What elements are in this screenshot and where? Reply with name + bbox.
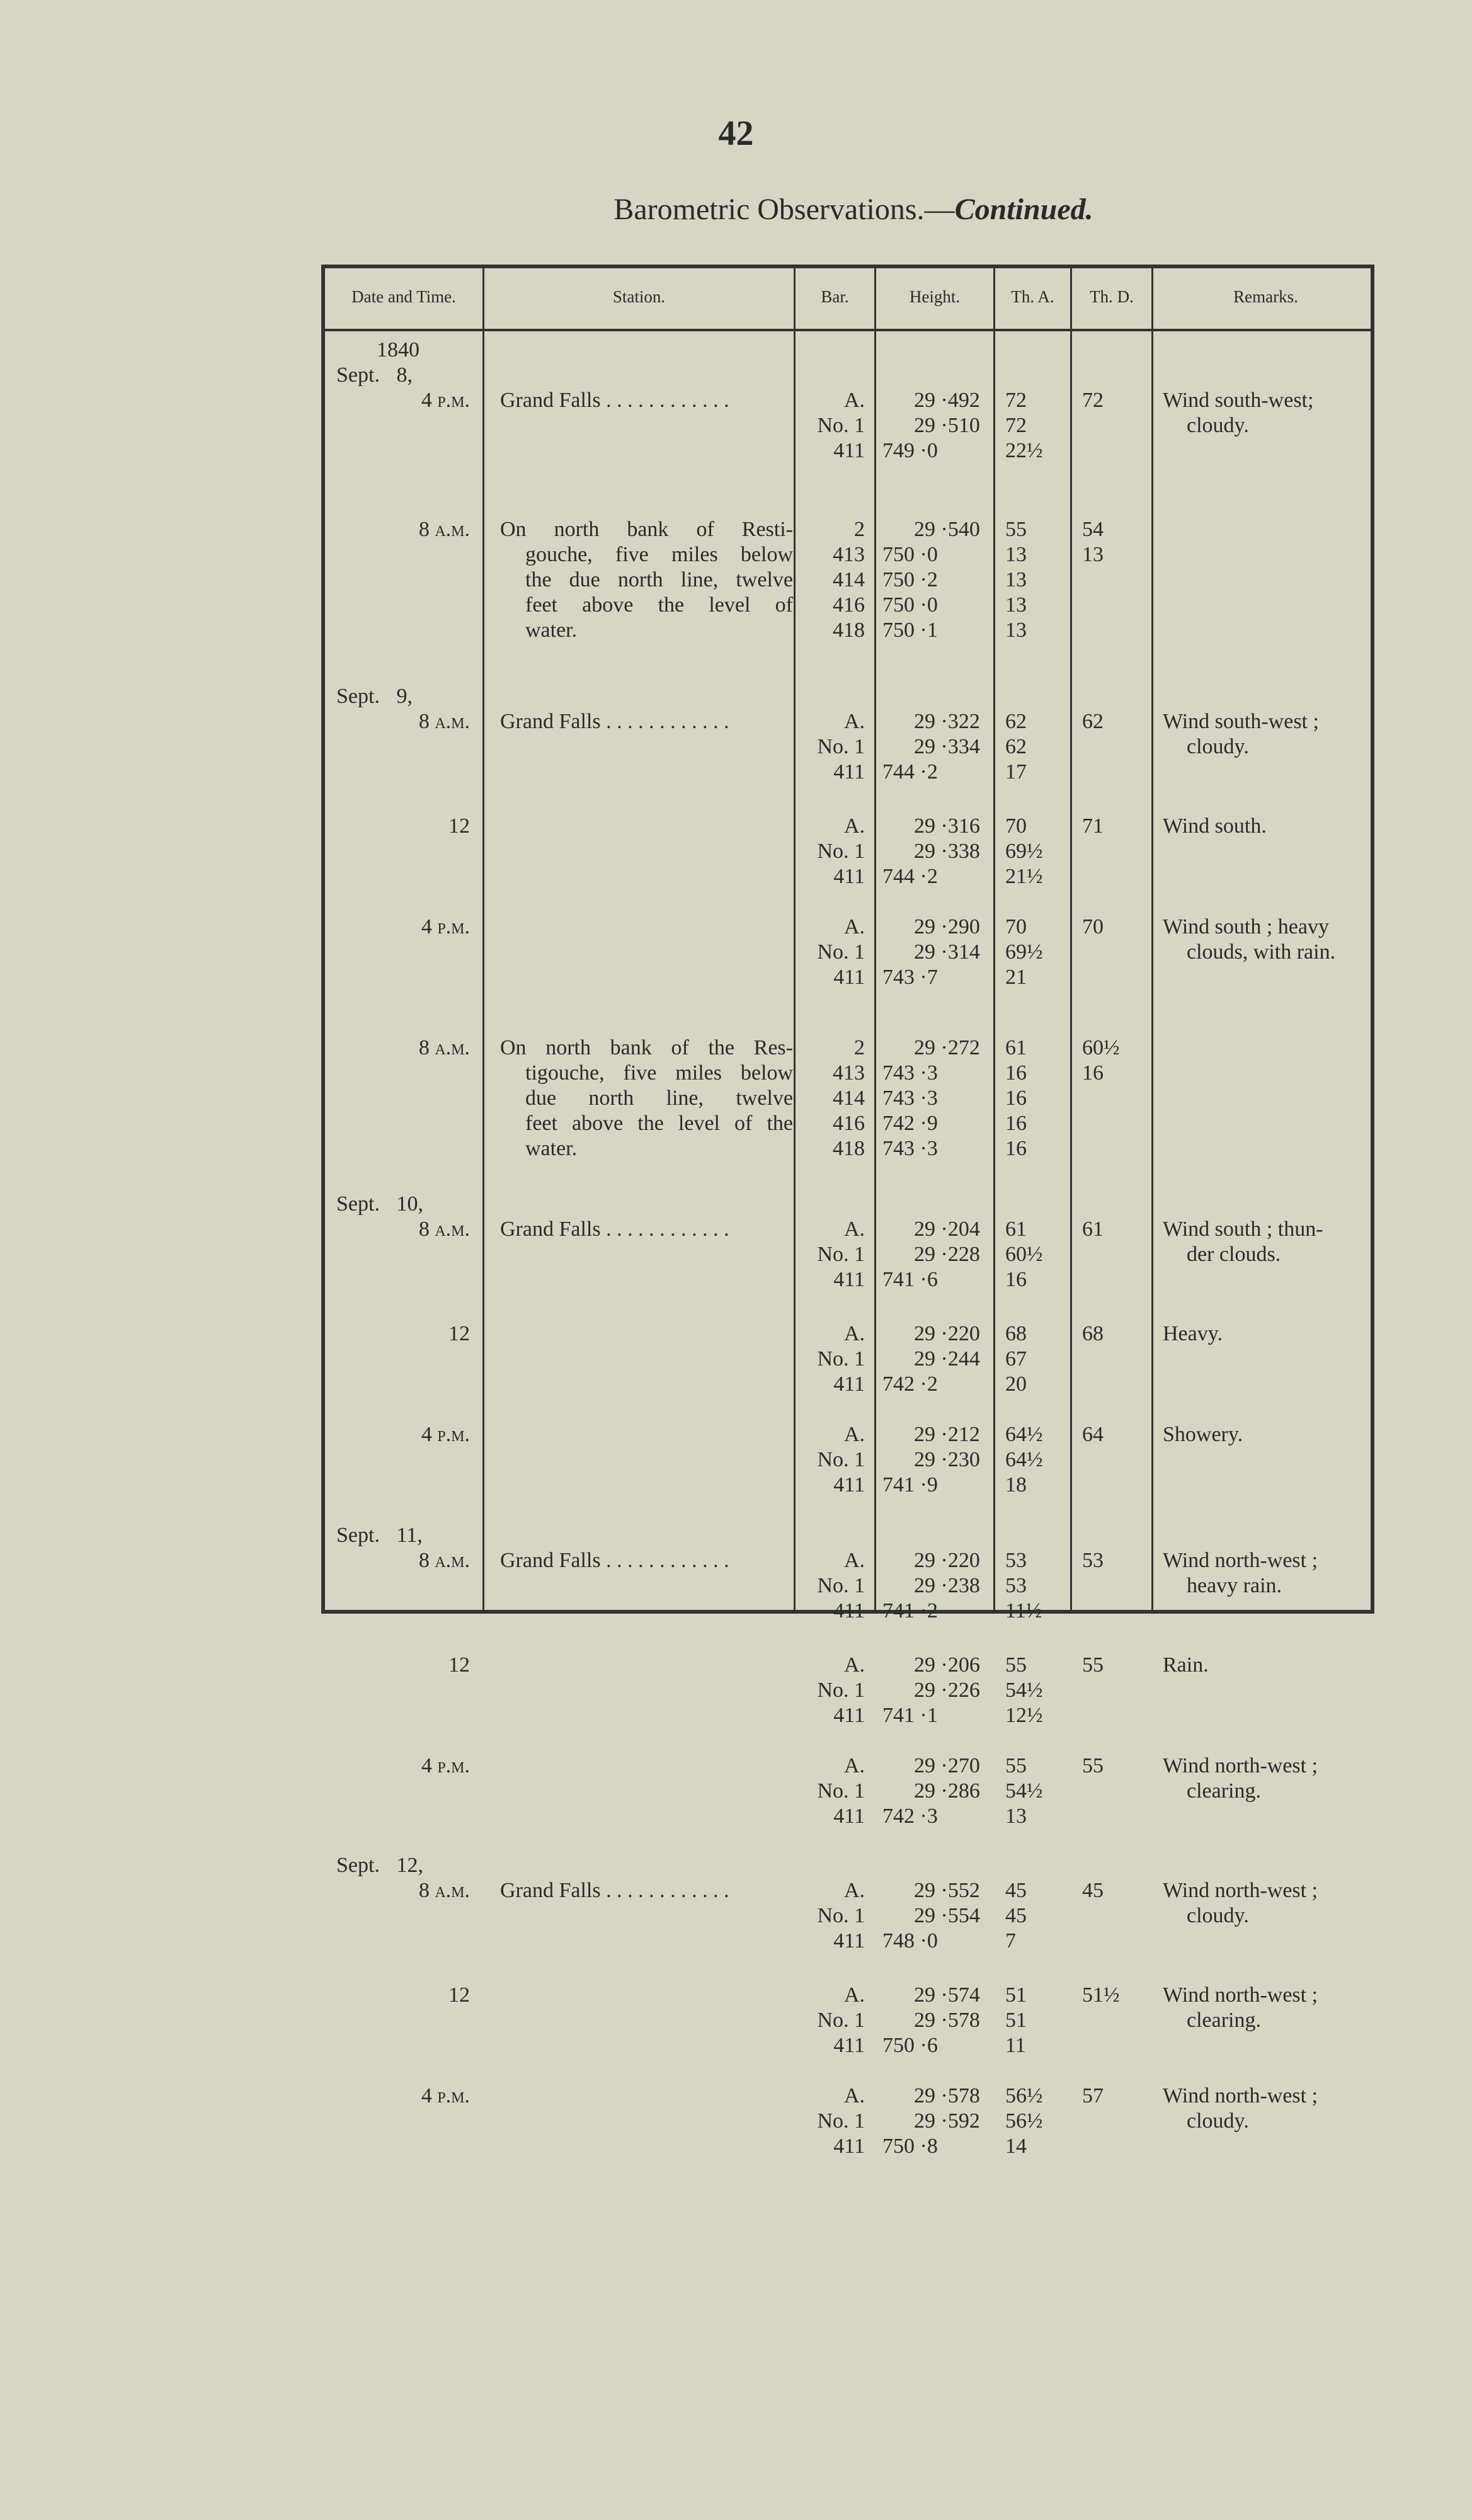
time-label: 8 a.m. — [418, 1036, 470, 1059]
height-value: 748 ·0 — [882, 1929, 938, 1953]
height-value: 29 ·204 — [914, 1217, 980, 1241]
bar-value: 413 — [833, 1061, 865, 1085]
th-d-value: 13 — [1082, 543, 1104, 566]
th-a-value: 45 — [1005, 1904, 1027, 1927]
th-d-value: 70 — [1082, 915, 1104, 938]
height-value: 749 ·0 — [882, 439, 938, 462]
th-d-value: 45 — [1082, 1879, 1104, 1902]
th-a-value: 7 — [1005, 1929, 1016, 1953]
height-value: 741 ·6 — [882, 1268, 938, 1291]
th-a-value: 16 — [1005, 1061, 1027, 1085]
remarks-text: Wind south. — [1163, 814, 1267, 838]
bar-value: A. — [843, 1983, 865, 2007]
height-value: 29 ·552 — [914, 1879, 980, 1902]
th-a-value: 69½ — [1005, 940, 1043, 964]
station-grand-falls: Grand Falls . . . . . . . . . . . . — [500, 1549, 729, 1572]
th-a-value: 53 — [1005, 1549, 1027, 1572]
bar-value: 411 — [833, 1268, 865, 1291]
remarks-text: Wind south-west; — [1163, 389, 1314, 412]
bar-value: A. — [843, 1217, 865, 1241]
th-a-value: 16 — [1005, 1112, 1027, 1135]
th-d-value: 53 — [1082, 1549, 1104, 1572]
th-a-value: 54½ — [1005, 1679, 1043, 1702]
th-a-value: 72 — [1005, 389, 1027, 412]
height-value: 744 ·2 — [882, 865, 938, 888]
station-grand-falls: Grand Falls . . . . . . . . . . . . — [500, 1217, 729, 1241]
remarks-text: Wind north-west ; — [1163, 2084, 1318, 2107]
height-value: 29 ·206 — [914, 1653, 980, 1677]
th-a-value: 51 — [1005, 1983, 1027, 2007]
date-label: Sept. 12, — [336, 1854, 423, 1877]
th-d-value: 61 — [1082, 1217, 1104, 1241]
remarks-text: der clouds. — [1187, 1243, 1281, 1266]
th-d-value: 57 — [1082, 2084, 1104, 2107]
th-a-value: 13 — [1005, 593, 1027, 617]
bar-value: 411 — [833, 1473, 865, 1497]
date-label: Sept. 8, — [336, 363, 413, 387]
bar-value: A. — [843, 1879, 865, 1902]
bar-value: A. — [843, 1754, 865, 1777]
bar-value: 413 — [833, 543, 865, 566]
remarks-text: Wind north-west ; — [1163, 1754, 1318, 1777]
bar-value: No. 1 — [817, 414, 865, 437]
height-value: 29 ·578 — [914, 2009, 980, 2032]
bar-value: A. — [843, 1549, 865, 1572]
header-station: Station. — [612, 287, 666, 306]
height-value: 29 ·578 — [914, 2084, 980, 2107]
time-label: 12 — [448, 1322, 470, 1345]
th-a-value: 11½ — [1005, 1599, 1042, 1622]
height-value: 29 ·290 — [914, 915, 980, 938]
bar-value: No. 1 — [817, 2009, 865, 2032]
time-label: 8 a.m. — [418, 1549, 470, 1572]
page-number: 42 — [718, 114, 754, 153]
th-a-value: 16 — [1005, 1086, 1027, 1110]
th-a-value: 13 — [1005, 1804, 1027, 1828]
bar-value: A. — [843, 710, 865, 733]
th-a-value: 64½ — [1005, 1448, 1043, 1471]
column-divider — [874, 268, 876, 1610]
height-value: 29 ·510 — [914, 414, 980, 437]
bar-value: A. — [843, 1653, 865, 1677]
th-a-value: 62 — [1005, 710, 1027, 733]
time-label: 4 p.m. — [421, 1423, 470, 1446]
th-a-value: 69½ — [1005, 840, 1043, 863]
remarks-text: Wind south-west ; — [1163, 710, 1319, 733]
column-divider — [482, 268, 484, 1610]
height-value: 29 ·226 — [914, 1679, 980, 1702]
height-value: 29 ·212 — [914, 1423, 980, 1446]
height-value: 29 ·220 — [914, 1549, 980, 1572]
height-value: 744 ·2 — [882, 760, 938, 784]
height-value: 29 ·270 — [914, 1754, 980, 1777]
th-d-value: 68 — [1082, 1322, 1104, 1345]
station-grand-falls: Grand Falls . . . . . . . . . . . . — [500, 710, 729, 733]
th-a-value: 64½ — [1005, 1423, 1043, 1446]
height-value: 750 ·2 — [882, 568, 938, 591]
th-a-value: 22½ — [1005, 439, 1043, 462]
time-label: 12 — [448, 1653, 470, 1677]
height-value: 750 ·0 — [882, 593, 938, 617]
th-a-value: 17 — [1005, 760, 1027, 784]
height-value: 742 ·2 — [882, 1372, 938, 1396]
height-value: 750 ·0 — [882, 543, 938, 566]
bar-value: A. — [843, 389, 865, 412]
title-continued: Continued. — [954, 193, 1093, 226]
height-value: 742 ·3 — [882, 1804, 938, 1828]
bar-value: No. 1 — [817, 735, 865, 758]
th-d-value: 62 — [1082, 710, 1104, 733]
date-label: Sept. 9, — [336, 685, 413, 708]
th-a-value: 45 — [1005, 1879, 1027, 1902]
header-remarks: Remarks. — [1233, 287, 1298, 306]
th-a-value: 16 — [1005, 1268, 1027, 1291]
th-a-value: 16 — [1005, 1137, 1027, 1160]
time-label: 8 a.m. — [418, 1879, 470, 1902]
column-divider — [993, 268, 995, 1610]
remarks-text: Wind south ; heavy — [1163, 915, 1329, 938]
header-height: Height. — [909, 287, 961, 306]
height-value: 29 ·314 — [914, 940, 980, 964]
height-value: 29 ·286 — [914, 1779, 980, 1803]
remarks-text: Rain. — [1163, 1653, 1209, 1677]
time-label: 4 p.m. — [421, 389, 470, 412]
observations-table — [321, 265, 1374, 2158]
bar-value: 411 — [833, 966, 865, 989]
time-label: 4 p.m. — [421, 2084, 470, 2107]
height-value: 29 ·592 — [914, 2109, 980, 2133]
date-label: Sept. 10, — [336, 1192, 423, 1216]
th-a-value: 13 — [1005, 619, 1027, 642]
remarks-text: clearing. — [1187, 1779, 1261, 1803]
remarks-text: clearing. — [1187, 2009, 1261, 2032]
remarks-text: cloudy. — [1187, 2109, 1249, 2133]
bar-value: 411 — [833, 760, 865, 784]
th-d-value: 55 — [1082, 1653, 1104, 1677]
bar-value: No. 1 — [817, 1574, 865, 1597]
time-label: 12 — [448, 1983, 470, 2007]
bar-value: No. 1 — [817, 840, 865, 863]
bar-value: No. 1 — [817, 2109, 865, 2133]
th-a-value: 68 — [1005, 1322, 1027, 1345]
remarks-text: cloudy. — [1187, 735, 1249, 758]
bar-value: 411 — [833, 439, 865, 462]
height-value: 29 ·244 — [914, 1347, 980, 1371]
bar-value: A. — [843, 814, 865, 838]
th-a-value: 70 — [1005, 814, 1027, 838]
height-value: 29 ·554 — [914, 1904, 980, 1927]
th-a-value: 56½ — [1005, 2109, 1043, 2133]
height-value: 29 ·272 — [914, 1036, 980, 1059]
bar-value: 411 — [833, 1372, 865, 1396]
remarks-text: Wind north-west ; — [1163, 1983, 1318, 2007]
time-label: 8 a.m. — [418, 518, 470, 541]
th-d-value: 60½ — [1082, 1036, 1120, 1059]
bar-value: No. 1 — [817, 1243, 865, 1266]
column-divider — [1151, 268, 1153, 1610]
remarks-text: heavy rain. — [1187, 1574, 1282, 1597]
height-value: 29 ·540 — [914, 518, 980, 541]
bar-value: 414 — [833, 1086, 865, 1110]
bar-value: 2 — [854, 518, 865, 541]
station-grand-falls: Grand Falls . . . . . . . . . . . . — [500, 1879, 729, 1902]
height-value: 750 ·8 — [882, 2135, 938, 2158]
bar-value: 411 — [833, 1704, 865, 1727]
height-value: 741 ·2 — [882, 1599, 938, 1622]
height-value: 29 ·338 — [914, 840, 980, 863]
bar-value: 414 — [833, 568, 865, 591]
bar-value: 411 — [833, 1804, 865, 1828]
bar-value: A. — [843, 2084, 865, 2107]
th-a-value: 13 — [1005, 568, 1027, 591]
header-th-a: Th. A. — [1011, 287, 1054, 306]
th-a-value: 14 — [1005, 2135, 1027, 2158]
time-label: 8 a.m. — [418, 1217, 470, 1241]
height-value: 29 ·230 — [914, 1448, 980, 1471]
bar-value: A. — [843, 1423, 865, 1446]
th-a-value: 18 — [1005, 1473, 1027, 1497]
bar-value: 411 — [833, 865, 865, 888]
th-a-value: 51 — [1005, 2009, 1027, 2032]
th-d-value: 72 — [1082, 389, 1104, 412]
bar-value: No. 1 — [817, 1347, 865, 1371]
bar-value: No. 1 — [817, 1779, 865, 1803]
th-a-value: 55 — [1005, 1754, 1027, 1777]
th-d-value: 71 — [1082, 814, 1104, 838]
height-value: 750 ·1 — [882, 619, 938, 642]
height-value: 29 ·334 — [914, 735, 980, 758]
remarks-text: Wind north-west ; — [1163, 1879, 1318, 1902]
height-value: 750 ·6 — [882, 2034, 938, 2057]
th-d-value: 16 — [1082, 1061, 1104, 1085]
height-value: 29 ·238 — [914, 1574, 980, 1597]
bar-value: 416 — [833, 1112, 865, 1135]
th-a-value: 61 — [1005, 1217, 1027, 1241]
bar-value: 411 — [833, 1929, 865, 1953]
th-d-value: 51½ — [1082, 1983, 1120, 2007]
column-divider — [1070, 268, 1072, 1610]
th-a-value: 60½ — [1005, 1243, 1043, 1266]
height-value: 743 ·3 — [882, 1086, 938, 1110]
bar-value: 411 — [833, 2135, 865, 2158]
remarks-text: Wind south ; thun- — [1163, 1217, 1323, 1241]
date-label: Sept. 11, — [336, 1524, 423, 1547]
th-a-value: 72 — [1005, 414, 1027, 437]
bar-value: No. 1 — [817, 1448, 865, 1471]
th-a-value: 20 — [1005, 1372, 1027, 1396]
time-label: 12 — [448, 814, 470, 838]
bar-value: A. — [843, 915, 865, 938]
station-grand-falls: Grand Falls . . . . . . . . . . . . — [500, 389, 729, 412]
time-label: 4 p.m. — [421, 915, 470, 938]
header-date: Date and Time. — [351, 287, 456, 306]
station-north-bank: On north bank of Resti- gouche, five miles below the due north line, twelve feet above the level of water. — [500, 518, 793, 642]
remarks-text: Showery. — [1163, 1423, 1243, 1446]
remarks-text: Wind north-west ; — [1163, 1549, 1318, 1572]
bar-value: No. 1 — [817, 940, 865, 964]
bar-value: A. — [843, 1322, 865, 1345]
height-value: 29 ·574 — [914, 1983, 980, 2007]
height-value: 743 ·7 — [882, 966, 938, 989]
th-a-value: 54½ — [1005, 1779, 1043, 1803]
bar-value: 416 — [833, 593, 865, 617]
time-label: 4 p.m. — [421, 1754, 470, 1777]
th-a-value: 11 — [1005, 2034, 1026, 2057]
height-value: 743 ·3 — [882, 1061, 938, 1085]
remarks-text: cloudy. — [1187, 1904, 1249, 1927]
remarks-text: clouds, with rain. — [1187, 940, 1336, 964]
height-value: 29 ·492 — [914, 389, 980, 412]
th-d-value: 55 — [1082, 1754, 1104, 1777]
height-value: 742 ·9 — [882, 1112, 938, 1135]
bar-value: 411 — [833, 2034, 865, 2057]
height-value: 743 ·3 — [882, 1137, 938, 1160]
height-value: 741 ·9 — [882, 1473, 938, 1497]
th-a-value: 12½ — [1005, 1704, 1043, 1727]
th-a-value: 67 — [1005, 1347, 1027, 1371]
header-divider — [325, 329, 1371, 331]
bar-value: 418 — [833, 1137, 865, 1160]
th-a-value: 53 — [1005, 1574, 1027, 1597]
bar-value: 2 — [854, 1036, 865, 1059]
th-a-value: 61 — [1005, 1036, 1027, 1059]
bar-value: No. 1 — [817, 1904, 865, 1927]
year: 1840 — [377, 338, 419, 362]
th-a-value: 62 — [1005, 735, 1027, 758]
header-th-d: Th. D. — [1090, 287, 1134, 306]
bar-value: 411 — [833, 1599, 865, 1622]
title-main: Barometric Observations.— — [613, 193, 955, 226]
th-d-value: 54 — [1082, 518, 1104, 541]
height-value: 29 ·322 — [914, 710, 980, 733]
time-label: 8 a.m. — [418, 710, 470, 733]
th-a-value: 21 — [1005, 966, 1027, 989]
bar-value: No. 1 — [817, 1679, 865, 1702]
th-d-value: 64 — [1082, 1423, 1104, 1446]
remarks-text: cloudy. — [1187, 414, 1249, 437]
height-value: 29 ·316 — [914, 814, 980, 838]
th-a-value: 13 — [1005, 543, 1027, 566]
th-a-value: 55 — [1005, 518, 1027, 541]
header-bar: Bar. — [821, 287, 849, 306]
th-a-value: 70 — [1005, 915, 1027, 938]
height-value: 29 ·228 — [914, 1243, 980, 1266]
page-title — [0, 192, 1472, 227]
remarks-text: Heavy. — [1163, 1322, 1223, 1345]
bar-value: 418 — [833, 619, 865, 642]
height-value: 29 ·220 — [914, 1322, 980, 1345]
th-a-value: 21½ — [1005, 865, 1043, 888]
station-north-bank: On north bank of the Res- tigouche, five miles below due north line, twelve feet above the level of the water. — [500, 1036, 793, 1160]
th-a-value: 55 — [1005, 1653, 1027, 1677]
height-value: 741 ·1 — [882, 1704, 938, 1727]
th-a-value: 56½ — [1005, 2084, 1043, 2107]
